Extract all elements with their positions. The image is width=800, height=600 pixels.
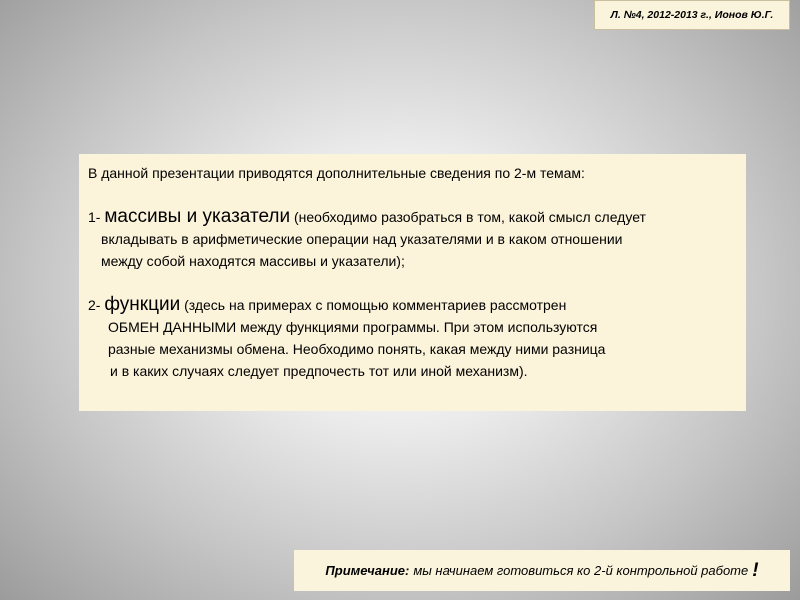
list-item-2 — [88, 294, 736, 316]
exclamation-mark: ! — [752, 559, 759, 581]
spacer — [88, 184, 736, 206]
item-1-number: 1- — [88, 209, 105, 225]
item-2-title: функции — [104, 294, 181, 315]
item-2-number: 2- — [88, 297, 105, 313]
list-item-1 — [88, 206, 736, 228]
item-1-line-1: (необходимо разобраться в том, какой смысл следует — [290, 209, 646, 225]
item-2-line-1: (здесь на примерах с помощью комментариев рассмотрен — [180, 297, 567, 313]
footer-label: Примечание: — [325, 563, 410, 578]
intro-text: В данной презентации приводятся дополнительные сведения по 2-м темам: — [88, 165, 585, 181]
spacer — [88, 272, 736, 294]
content-panel — [79, 154, 746, 411]
item-2-line-4: и в каких случаях следует предпочесть тот или иной механизм). — [110, 363, 528, 379]
item-1-line-3: между собой находятся массивы и указатели); — [101, 253, 405, 269]
header-note — [594, 0, 790, 30]
item-2-line-3: разные механизмы обмена. Необходимо понять, какая между ними разница — [108, 341, 606, 357]
item-2-line-2-rest: между функциями программы. При этом используются — [236, 319, 598, 335]
item-2-caps: ОБМЕН ДАННЫМИ — [108, 319, 237, 335]
item-1-title: массивы и указатели — [104, 206, 291, 227]
footer-text: мы начинаем готовиться ко 2-й контрольной работе — [413, 563, 749, 578]
item-2-line-2 — [88, 316, 736, 338]
footer-note — [294, 550, 790, 591]
header-note-text: Л. №4, 2012-2013 г., Ионов Ю.Г. — [610, 9, 774, 21]
item-1-line-2: вкладывать в арифметические операции над указателями и в каком отношении — [101, 231, 623, 247]
